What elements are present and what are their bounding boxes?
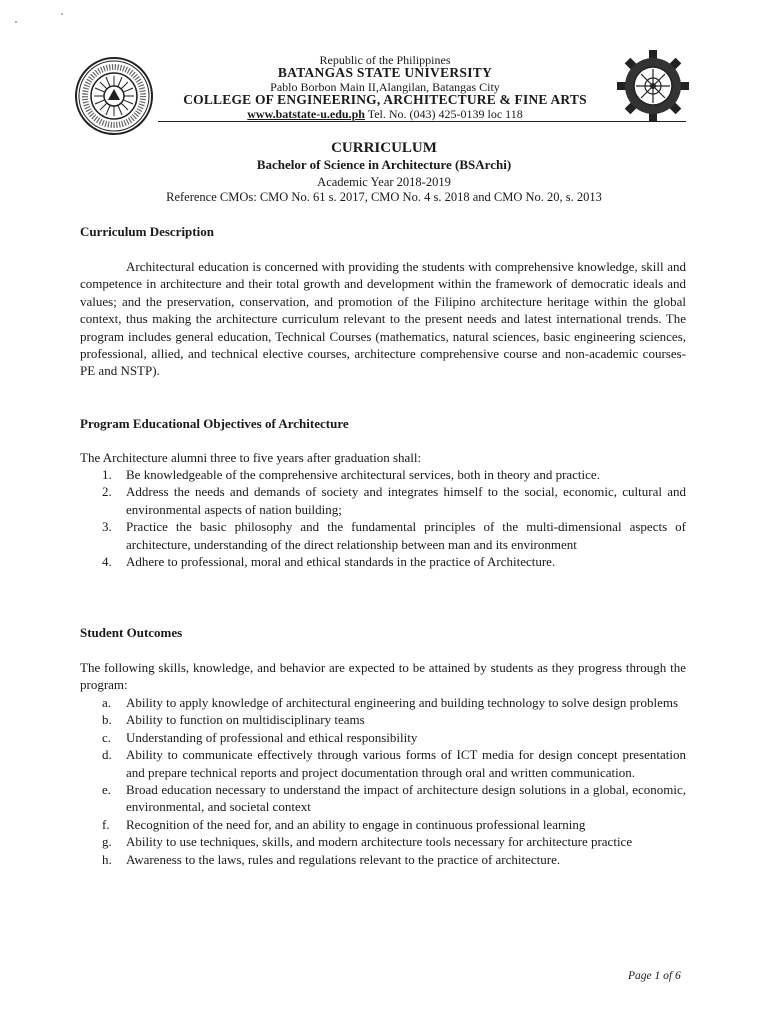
list-marker: e. [102, 782, 112, 798]
outcomes-heading: Student Outcomes [80, 625, 183, 640]
list-item [80, 746, 686, 781]
objectives-list [80, 466, 686, 570]
list-item [80, 518, 686, 553]
list-marker: 4. [102, 554, 112, 570]
list-item [80, 816, 686, 833]
list-marker: h. [102, 851, 112, 867]
website-link[interactable]: www.batstate-u.edu.ph [247, 107, 365, 121]
list-item-text: Ability to function on multidisciplinary teams [126, 712, 365, 728]
list-marker: 2. [102, 484, 112, 500]
header-contact [150, 107, 620, 122]
list-item-text: Broad education necessary to understand the impact of architecture design solutions in a global, economic, environmental, and societal context [126, 782, 686, 815]
page-number: Page 1 of 6 [628, 970, 681, 982]
list-item-text: Ability to use techniques, skills, and modern architecture tools necessary for architecture practice [126, 834, 633, 850]
list-item [80, 833, 686, 850]
academic-year: Academic Year 2018-2019 [317, 175, 451, 189]
header-divider [158, 121, 686, 122]
list-item [80, 781, 686, 816]
list-marker: c. [102, 729, 112, 745]
list-item-text: Ability to communicate effectively through various forms of ICT media for design concept presentation and prepare technical reports and project documentation through oral and written communication. [126, 747, 686, 780]
list-marker: 3. [102, 519, 112, 535]
list-item [80, 694, 686, 711]
list-item [80, 466, 686, 483]
list-item [80, 711, 686, 728]
list-item-text: Awareness to the laws, rules and regulations relevant to the practice of architecture. [126, 851, 561, 867]
scan-specks [10, 10, 80, 30]
list-item-text: Be knowledgeable of the comprehensive architectural services, both in theory and practice. [126, 467, 600, 482]
header-university: BATANGAS STATE UNIVERSITY [277, 65, 493, 80]
list-marker: 1. [102, 467, 112, 482]
header-republic: Republic of the Philippines [319, 53, 451, 67]
list-marker: g. [102, 834, 112, 850]
college-gear-seal-icon [617, 50, 689, 122]
list-item-text: Recognition of the need for, and an ability to engage in continuous professional learning [126, 816, 586, 832]
list-item-text: Ability to apply knowledge of architectural engineering and building technology to solve design problems [126, 695, 679, 710]
list-item [80, 729, 686, 746]
program-name: Bachelor of Science in Architecture (BSArchi) [256, 157, 512, 172]
header-telephone: Tel. No. (043) 425-0139 loc 118 [367, 107, 523, 121]
reference-cmos: Reference CMOs: CMO No. 61 s. 2017, CMO No. 4 s. 2018 and CMO No. 20, s. 2013 [166, 190, 602, 204]
list-item [80, 483, 686, 518]
outcomes-intro: The following skills, knowledge, and behavior are expected to be attained by students as they progress through the program: [80, 660, 686, 693]
list-marker: b. [102, 712, 112, 728]
outcomes-list [80, 694, 686, 868]
list-item [80, 553, 686, 570]
list-item-text: Adhere to professional, moral and ethical standards in the practice of Architecture. [126, 554, 556, 570]
list-item-text: Understanding of professional and ethical responsibility [126, 729, 418, 745]
list-marker: f. [102, 816, 110, 832]
description-heading: Curriculum Description [80, 224, 214, 239]
header-college: COLLEGE OF ENGINEERING, ARCHITECTURE & FINE ARTS [183, 92, 587, 107]
list-item-text: Address the needs and demands of society and integrates himself to the social, economic, cultural and environmental aspects of nation building; [126, 484, 686, 517]
list-item [80, 851, 686, 868]
page-title: CURRICULUM [331, 140, 437, 156]
list-marker: a. [102, 695, 112, 710]
description-text: Architectural education is concerned with providing the students with comprehensive knowledge, skill and competence in architecture and their total growth and development within the framework of democratic ideals and values; and the preservation, conservation, and promotion of the Filipino architecture heritage within the global context, thus making the architecture curriculum relevant to the present needs and latest international trends. The program includes general education, Technical Courses (mathematics, natural sciences, basic engineering sciences, professional, allied, and technical elective courses, architecture comprehensive course and non-academic courses-PE and NSTP). [80, 259, 686, 379]
list-marker: d. [102, 747, 112, 763]
objectives-intro: The Architecture alumni three to five years after graduation shall: [80, 450, 422, 465]
header-address: Pablo Borbon Main II,Alangilan, Batangas City [270, 80, 500, 94]
list-item-text: Practice the basic philosophy and the fundamental principles of the multi-dimensional aspects of architecture, understanding of the direct relationship between man and its environment [126, 519, 686, 552]
objectives-heading: Program Educational Objectives of Architecture [80, 416, 349, 431]
university-seal-icon [74, 56, 154, 136]
